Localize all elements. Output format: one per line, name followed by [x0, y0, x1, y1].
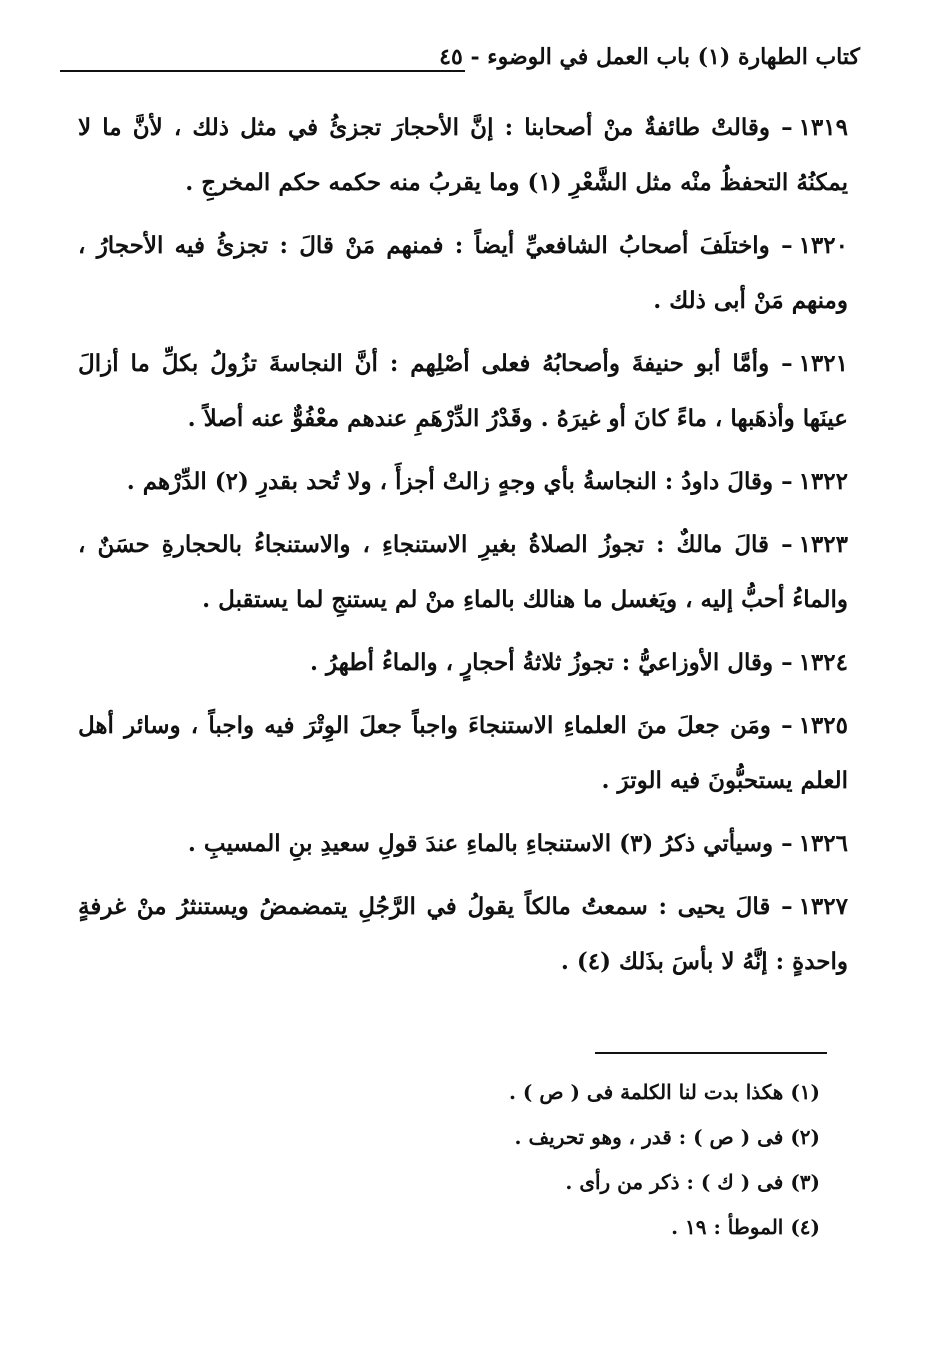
footnote: (٣) فى ( ك ) : ذكر من رأى .: [565, 1170, 820, 1194]
paragraph: [78, 635, 848, 690]
page-header: [60, 44, 860, 84]
paragraph-text: – واختلَفَ أصحابُ الشافعيِّ أيضاً : فمنهم مَنْ قالَ : تجزئُ فيه الأحجارُ ، ومنهم مَنْ أبى ذلك .: [78, 232, 848, 314]
paragraph-text: – وقال الأوزاعيُّ : تجوزُ ثلاثةُ أحجارٍ ، والماءُ أطهرُ .: [309, 649, 793, 676]
paragraph-number: ١٣٢٢: [798, 468, 848, 495]
paragraph-number: ١٣١٩: [798, 114, 848, 141]
paragraph: [78, 100, 848, 210]
footnote: (١) هكذا بدت لنا الكلمة فى ( ص ) .: [508, 1080, 820, 1104]
paragraph: [78, 879, 848, 989]
paragraph-number: ١٣٢٤: [798, 649, 848, 676]
paragraph-number: ١٣٢١: [798, 350, 848, 377]
paragraph: [78, 336, 848, 446]
paragraph: [78, 816, 848, 871]
footnote: (٢) فى ( ص ) : قدر ، وهو تحريف .: [514, 1125, 820, 1149]
paragraph-text: – قالَ مالكٌ : تجوزُ الصلاةُ بغيرِ الاستنجاءِ ، والاستنجاءُ بالحجارةِ حسَنٌ ، والماءُ أحبُّ إليه ، ويَغسل ما هنالك بالماءِ منْ لم يستنجِ لما يستقبل .: [78, 531, 848, 613]
main-text: [78, 100, 848, 997]
paragraph: [78, 218, 848, 328]
paragraph-text: – ومَن جعلَ منَ العلماءِ الاستنجاءَ واجباً جعلَ الوِتْرَ فيه واجباً ، وسائر أهل العلم يستحبُّونَ فيه الوترَ .: [78, 712, 848, 794]
paragraph-number: ١٣٢٧: [798, 893, 848, 920]
running-head: كتاب الطهارة (١) باب العمل في الوضوء - ٤٥: [439, 44, 860, 70]
paragraph-text: – وسيأتي ذكرُ (٣) الاستنجاءِ بالماءِ عندَ قولِ سعيدِ بنِ المسيبِ .: [187, 830, 793, 857]
header-rule: [60, 70, 465, 72]
paragraph-number: ١٣٢٥: [798, 712, 848, 739]
paragraph: [78, 454, 848, 509]
paragraph: [78, 698, 848, 808]
paragraph-text: – وقالتْ طائفةٌ منْ أصحابنا : إنَّ الأحجارَ تجزئُ في مثل ذلك ، لأنَّ ما لا يمكنُهُ التحفظُ منْه مثل الشَّعْرِ (١) وما يقربُ منه حكمه حكم المخرجِ .: [78, 114, 848, 196]
footnote-separator: [595, 1052, 827, 1054]
paragraph-number: ١٣٢٦: [798, 830, 848, 857]
footnotes: [200, 1070, 820, 1250]
paragraph-number: ١٣٢٠: [798, 232, 848, 259]
paragraph-text: – وأمَّا أبو حنيفةَ وأصحابُهُ فعلى أصْلِهم : أنَّ النجاسةَ تزُولُ بكلِّ ما أزالَ عينَها وأذهَبها ، ماءً كانَ أو غيرَهُ . وقَدْرُ الدِّرْهَمِ عندهم معْفُوٌّ عنه أصلاً .: [78, 350, 848, 432]
paragraph-number: ١٣٢٣: [798, 531, 848, 558]
footnote: (٤) الموطأ : ١٩ .: [671, 1215, 820, 1239]
paragraph: [78, 517, 848, 627]
paragraph-text: – قالَ يحيى : سمعتُ مالكاً يقولُ في الرَّجُلِ يتمضمضُ ويستنثرُ منْ غرفةٍ واحدةٍ : إنَّهُ لا بأسَ بذَلك (٤) .: [78, 893, 848, 975]
paragraph-text: – وقالَ داودُ : النجاسةُ بأي وجهٍ زالتْ أجزأَ ، ولا تُحد بقدرِ (٢) الدِّرْهم .: [126, 468, 793, 495]
